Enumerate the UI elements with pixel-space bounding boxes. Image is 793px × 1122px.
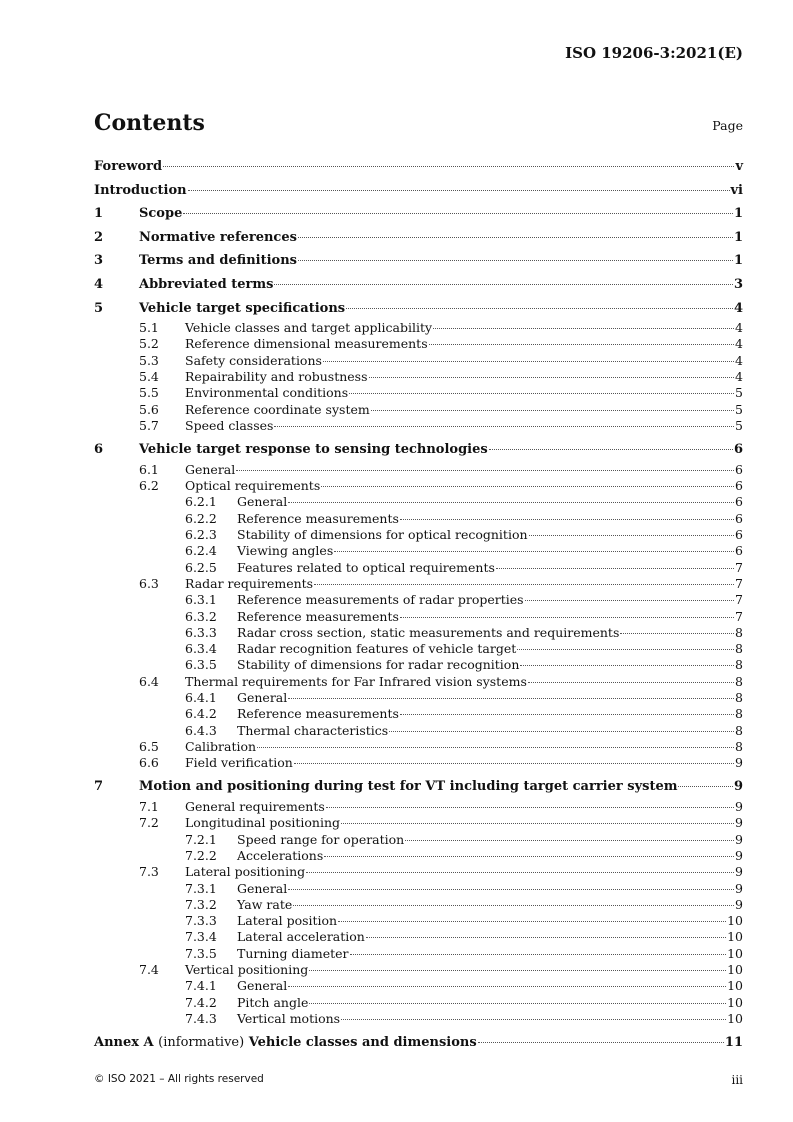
toc-entry-title: Radar cross section, static measurements and requirements (237, 624, 620, 640)
toc-entry-number: 6.1 (139, 461, 159, 477)
toc-entry-title: Accelerations (237, 847, 324, 863)
dot-leader (321, 486, 734, 487)
toc-entry-number: 7.1 (139, 799, 159, 815)
dot-leader (288, 986, 726, 987)
toc-entry-title: Speed classes (185, 417, 274, 433)
toc-entry[interactable] (94, 706, 743, 722)
toc-entry-number: 3 (94, 253, 104, 269)
dot-leader (433, 328, 734, 329)
dot-leader (274, 284, 733, 285)
toc-entry-page: 9 (735, 847, 743, 863)
toc-entry-title: Lateral position (237, 913, 338, 929)
page-title: Contents (94, 110, 205, 136)
toc-entry[interactable] (94, 897, 743, 913)
toc-entry-page: 10 (727, 913, 743, 929)
dot-leader (324, 856, 734, 857)
dot-leader (371, 410, 734, 411)
toc-entry[interactable] (94, 592, 743, 608)
toc-entry-title: General (237, 494, 288, 510)
toc-entry-number: 6.2.2 (185, 510, 217, 526)
toc-entry-title: Foreword (94, 159, 163, 174)
toc-entry-number: 6.2.4 (185, 543, 217, 559)
toc-entry-number: 6.2.3 (185, 527, 217, 543)
toc-entry-number: 5.6 (139, 401, 159, 417)
toc-entry-title: Vehicle target response to sensing technologies (139, 442, 488, 458)
toc-entry-title: Safety considerations (185, 352, 322, 368)
toc-entry-number: 6.3.5 (185, 657, 217, 673)
toc-entry-title: General (237, 880, 288, 896)
footer-copyright: © ISO 2021 – All rights reserved (94, 1073, 264, 1085)
dot-leader (525, 600, 734, 601)
toc-entry-title: Scope (139, 206, 183, 222)
toc-entry-title: General (237, 978, 288, 994)
toc-entry-title: Reference measurements (237, 510, 399, 526)
toc-entry[interactable] (94, 438, 743, 462)
dot-leader (306, 872, 734, 873)
toc-entry-title: General requirements (185, 799, 325, 815)
dot-leader (389, 731, 734, 732)
toc-entry-page: 8 (735, 689, 743, 705)
toc-entry[interactable] (94, 625, 743, 641)
toc-entry-number: 7.3.5 (185, 945, 217, 961)
toc-entry-title: Radar requirements (185, 575, 314, 591)
dot-leader (323, 361, 734, 362)
toc-entry-title: Lateral acceleration (237, 929, 365, 945)
annex-page: 11 (724, 1035, 743, 1051)
toc-entry-number: 5.3 (139, 352, 159, 368)
toc-entry[interactable] (94, 336, 743, 352)
toc-entry[interactable] (94, 995, 743, 1011)
toc-entry-number: 6.4.2 (185, 706, 217, 722)
toc-entry-number: 5.1 (139, 320, 159, 336)
toc-entry-title: Vehicle classes and target applicability (185, 320, 433, 336)
dot-leader (183, 213, 733, 214)
toc-entry-number: 6.2 (139, 478, 159, 494)
toc-entry-number: 5.2 (139, 336, 159, 352)
toc-entry-page: 4 (735, 352, 743, 368)
toc-entry-page: 4 (733, 300, 743, 316)
dot-leader (288, 889, 734, 890)
toc-entry-page: 10 (727, 1010, 743, 1026)
toc-entry-number: 5.7 (139, 417, 159, 433)
toc-entry-title: Environmental conditions (185, 385, 349, 401)
toc-entry[interactable] (94, 179, 743, 203)
dot-leader (489, 449, 733, 450)
toc-entry[interactable] (94, 576, 743, 592)
toc-entry-number: 6.4 (139, 673, 159, 689)
toc-entry-page: 8 (735, 722, 743, 738)
toc-entry-number: 5 (94, 300, 104, 316)
toc-entry[interactable] (94, 723, 743, 739)
toc-entry-title: General (237, 689, 288, 705)
toc-entry-page: 10 (727, 994, 743, 1010)
dot-leader (293, 905, 734, 906)
dot-leader (338, 921, 726, 922)
toc-entry-number: 6.3.1 (185, 592, 217, 608)
toc-entry-number: 4 (94, 276, 104, 292)
toc-entry-number: 7.4.1 (185, 978, 217, 994)
toc-entry-title: Yaw rate (237, 896, 293, 912)
dot-leader (298, 237, 733, 238)
toc-entry[interactable] (94, 478, 743, 494)
dot-leader (678, 786, 732, 787)
toc-entry-number: 7.4.2 (185, 994, 217, 1010)
toc-entry-page: 5 (735, 401, 743, 417)
toc-entry-title: Optical requirements (185, 478, 321, 494)
toc-entry-number: 7.2.1 (185, 831, 217, 847)
dot-leader (346, 308, 733, 309)
toc-entry-number: 7.4 (139, 962, 159, 978)
toc-entry-page: 8 (735, 673, 743, 689)
toc-entry[interactable] (94, 462, 743, 478)
toc-entry-number: 7.2.2 (185, 847, 217, 863)
toc-entry[interactable] (94, 353, 743, 369)
toc-entry-page: 7 (735, 592, 743, 608)
dot-leader (400, 617, 734, 618)
toc-entry-number: 5.4 (139, 369, 159, 385)
toc-entry-page: 1 (733, 229, 743, 245)
toc-entry-page: 8 (735, 641, 743, 657)
toc-entry-page: vi (730, 182, 743, 198)
toc-entry-page: 9 (735, 755, 743, 771)
toc-entry-number: 7.3.3 (185, 913, 217, 929)
toc-entry-title: Introduction (94, 182, 187, 198)
toc-entry[interactable] (94, 946, 743, 962)
toc-entry-title: Lateral positioning (185, 864, 306, 880)
toc-entry-page: 7 (735, 608, 743, 624)
dot-leader (288, 698, 734, 699)
toc-entry-title: Longitudinal positioning (185, 815, 341, 831)
dot-leader (349, 393, 734, 394)
toc-entry-page: 9 (735, 864, 743, 880)
toc-entry-page: 6 (735, 461, 743, 477)
dot-leader (405, 840, 734, 841)
toc-entry[interactable] (94, 511, 743, 527)
toc-entry-page: 9 (735, 815, 743, 831)
dot-leader (274, 426, 734, 427)
toc-entry-title: Repairability and robustness (185, 369, 368, 385)
toc-entry-number: 6.4.1 (185, 689, 217, 705)
toc-entry-number: 7.3.2 (185, 896, 217, 912)
toc-entry-number: 6.3 (139, 575, 159, 591)
dot-leader (188, 190, 730, 191)
toc-entry[interactable] (94, 913, 743, 929)
toc-entry-page: 9 (733, 779, 743, 795)
toc-entry[interactable] (94, 832, 743, 848)
toc-entry[interactable] (94, 249, 743, 273)
toc-entry[interactable] (94, 815, 743, 831)
toc-entry[interactable] (94, 385, 743, 401)
dot-leader (529, 535, 735, 536)
toc-entry[interactable] (94, 962, 743, 978)
toc-entry-page: 10 (727, 978, 743, 994)
toc-entry-title: Stability of dimensions for optical recognition (237, 527, 528, 543)
toc-entry-title: General (185, 461, 236, 477)
toc-entry-title: Radar recognition features of vehicle target (237, 641, 517, 657)
toc-entry-title: Reference measurements (237, 608, 399, 624)
toc-entry-number: 6.3.2 (185, 608, 217, 624)
toc-entry-page: 8 (735, 657, 743, 673)
dot-leader (334, 551, 734, 552)
toc-entry-page: 10 (727, 929, 743, 945)
annex-title: Vehicle classes and dimensions (248, 1035, 477, 1051)
toc-entry-number: 2 (94, 229, 104, 245)
toc-entry-title: Field verification (185, 755, 293, 771)
toc-entry[interactable] (94, 755, 743, 771)
toc-entry-page: 7 (735, 575, 743, 591)
toc-entry-page: v (735, 159, 743, 174)
toc-entry-title: Turning diameter (237, 945, 349, 961)
toc-entry-page: 4 (735, 369, 743, 385)
toc-entry-page: 3 (733, 276, 743, 292)
dot-leader (620, 633, 734, 634)
toc-entry-number: 6.6 (139, 755, 159, 771)
dot-leader (400, 519, 734, 520)
toc-entry-number: 7.3.1 (185, 880, 217, 896)
toc-entry-page: 9 (735, 831, 743, 847)
toc-entry-title: Terms and definitions (139, 253, 297, 269)
toc-entry[interactable] (94, 864, 743, 880)
toc-entry-title: Thermal requirements for Far Infrared vision systems (185, 673, 527, 689)
toc-entry-page: 8 (735, 706, 743, 722)
dot-leader (429, 344, 734, 345)
toc-entry-page: 5 (735, 417, 743, 433)
dot-leader (341, 823, 734, 824)
toc-entry[interactable] (94, 799, 743, 815)
dot-leader (309, 970, 726, 971)
toc-entry-page: 6 (735, 510, 743, 526)
footer-page-number: iii (731, 1073, 743, 1087)
dot-leader (478, 1042, 724, 1043)
toc-entry-page: 5 (735, 385, 743, 401)
page-column-label: Page (712, 118, 743, 133)
toc-entry-number: 7.3.4 (185, 929, 217, 945)
toc-entry-page: 4 (735, 336, 743, 352)
toc-entry-number: 1 (94, 206, 104, 222)
toc-entry-page: 10 (727, 962, 743, 978)
toc-entry[interactable] (94, 929, 743, 945)
toc-entry-page: 6 (733, 442, 743, 458)
toc-entry[interactable] (94, 609, 743, 625)
toc-entry-page: 4 (735, 320, 743, 336)
toc-entry[interactable] (94, 494, 743, 510)
annex-type: (informative) (158, 1035, 245, 1051)
toc-entry-title: Stability of dimensions for radar recognition (237, 657, 520, 673)
dot-leader (236, 470, 734, 471)
toc-entry-number: 5.5 (139, 385, 159, 401)
toc-entry-page: 6 (735, 543, 743, 559)
toc-entry[interactable] (94, 226, 743, 250)
toc-entry[interactable] (94, 560, 743, 576)
toc-entry[interactable] (94, 543, 743, 559)
dot-leader (288, 502, 734, 503)
toc-entry[interactable] (94, 881, 743, 897)
toc-entry-number: 6.4.3 (185, 722, 217, 738)
dot-leader (314, 584, 734, 585)
toc-entry-page: 8 (735, 738, 743, 754)
dot-leader (366, 937, 726, 938)
toc-entry[interactable] (94, 297, 743, 321)
toc-entry[interactable] (94, 369, 743, 385)
dot-leader (341, 1019, 726, 1020)
toc-entry-title: Reference measurements (237, 706, 399, 722)
toc-entry-page: 1 (733, 253, 743, 269)
toc-entry-title: Motion and positioning during test for VT including target carrier system (139, 779, 678, 795)
dot-leader (163, 166, 734, 167)
toc-entry-number: 7.2 (139, 815, 159, 831)
toc-entry[interactable] (94, 690, 743, 706)
dot-leader (528, 682, 734, 683)
toc-entry-title: Vertical positioning (185, 962, 309, 978)
toc-entry-page: 10 (727, 945, 743, 961)
dot-leader (326, 807, 734, 808)
toc-entry-page: 9 (735, 896, 743, 912)
toc-entry-number: 6.2.5 (185, 559, 217, 575)
toc-entry[interactable] (94, 657, 743, 673)
toc-entry-page: 9 (735, 880, 743, 896)
dot-leader (309, 1003, 726, 1004)
toc-entry-number: 7.4.3 (185, 1010, 217, 1026)
toc-entry-number: 6.3.3 (185, 624, 217, 640)
toc-entry[interactable] (94, 273, 743, 297)
dot-leader (517, 649, 734, 650)
toc-entry[interactable] (94, 1011, 743, 1027)
toc-entry-title: Reference coordinate system (185, 401, 370, 417)
toc-entry-title: Vertical motions (237, 1010, 341, 1026)
toc-entry-page: 6 (735, 478, 743, 494)
toc-entry-page: 7 (735, 559, 743, 575)
toc-entry[interactable] (94, 527, 743, 543)
toc-entry[interactable] (94, 202, 743, 226)
toc-entry-title: Pitch angle (237, 994, 309, 1010)
dot-leader (294, 763, 734, 764)
toc-entry-title: Normative references (139, 229, 297, 245)
toc-entry-page: 9 (735, 799, 743, 815)
toc-entry[interactable] (94, 641, 743, 657)
toc-entry-title: Features related to optical requirements (237, 559, 495, 575)
dot-leader (520, 665, 734, 666)
toc-entry-number: 6.5 (139, 738, 159, 754)
toc-entry[interactable] (94, 418, 743, 434)
toc-entry-page: 6 (735, 494, 743, 510)
toc-entry-number: 6.2.1 (185, 494, 217, 510)
toc-entry-number: 6.3.4 (185, 641, 217, 657)
toc-entry-number: 6 (94, 442, 104, 458)
toc-entry[interactable] (94, 402, 743, 418)
toc-entry-annex[interactable] (94, 1031, 743, 1055)
toc-entry[interactable] (94, 320, 743, 336)
toc-entry-title: Thermal characteristics (237, 722, 389, 738)
dot-leader (369, 377, 735, 378)
dot-leader (257, 747, 734, 748)
document-id: ISO 19206-3:2021(E) (565, 44, 743, 62)
toc-entry[interactable] (94, 155, 743, 179)
toc-entry[interactable] (94, 674, 743, 690)
toc-entry-title: Vehicle target specifications (139, 300, 346, 316)
toc-entry-title: Reference measurements of radar properties (237, 592, 524, 608)
toc-entry[interactable] (94, 978, 743, 994)
toc-entry-title: Abbreviated terms (139, 276, 274, 292)
toc-entry-page: 8 (735, 624, 743, 640)
table-of-contents (94, 155, 743, 1055)
toc-entry-title: Reference dimensional measurements (185, 336, 428, 352)
toc-entry-page: 1 (733, 206, 743, 222)
toc-entry-page: 6 (735, 527, 743, 543)
annex-label: Annex A (94, 1035, 154, 1051)
toc-entry-title: Calibration (185, 738, 257, 754)
toc-entry[interactable] (94, 848, 743, 864)
dot-leader (298, 260, 733, 261)
dot-leader (496, 568, 734, 569)
toc-entry[interactable] (94, 775, 743, 799)
toc-entry-number: 7 (94, 779, 104, 795)
toc-entry-number: 7.3 (139, 864, 159, 880)
dot-leader (350, 954, 727, 955)
dot-leader (400, 714, 734, 715)
toc-entry[interactable] (94, 739, 743, 755)
toc-entry-title: Speed range for operation (237, 831, 405, 847)
toc-entry-title: Viewing angles (237, 543, 334, 559)
